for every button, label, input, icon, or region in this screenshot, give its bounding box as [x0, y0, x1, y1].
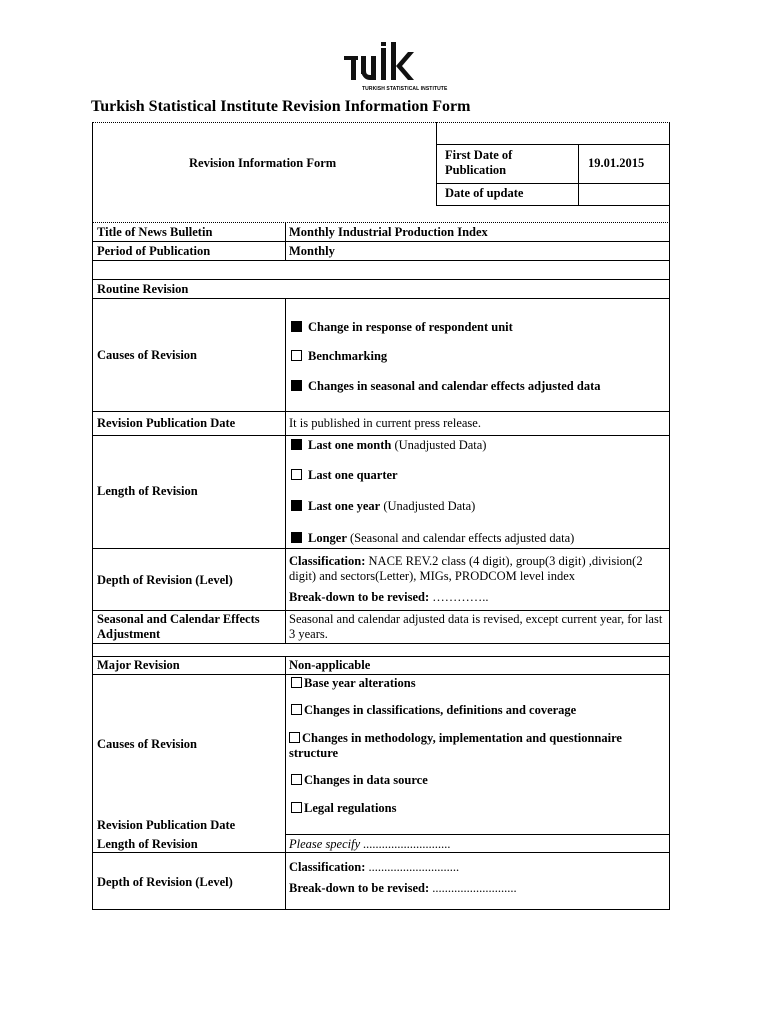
routine-length-row: [291, 499, 475, 514]
routine-classification: [289, 554, 665, 584]
routine-depth-label: Depth of Revision (Level): [97, 573, 233, 587]
date-of-update-label: Date of update: [445, 186, 524, 200]
classification-label: Classification:: [289, 554, 366, 568]
classification-value: .............................: [365, 860, 460, 874]
routine-length-note: (Unadjusted Data): [391, 438, 487, 452]
major-cause-row: [291, 676, 416, 691]
classification-value: NACE REV.2 class (4 digit), group(3 digit) ,division(2 digit) and sectors(Letter), MIGs, PRODCOM level index: [289, 554, 643, 583]
checkbox-unchecked-icon[interactable]: [291, 802, 302, 813]
major-cause-text: Legal regulations: [304, 801, 397, 815]
checkbox-checked-icon[interactable]: [291, 380, 302, 391]
routine-cause-row: [291, 379, 601, 394]
checkbox-unchecked-icon[interactable]: [291, 677, 302, 688]
period-of-publication-value: Monthly: [289, 244, 335, 258]
checkbox-checked-icon[interactable]: [291, 532, 302, 543]
routine-length-row: [291, 468, 398, 483]
routine-length-text: Longer: [308, 531, 347, 545]
routine-revision-heading: Routine Revision: [97, 282, 189, 296]
routine-cause-text: Benchmarking: [308, 349, 388, 363]
seasonal-adjustment-value: Seasonal and calendar adjusted data is revised, except current year, for last 3 years.: [289, 612, 663, 641]
major-classification: [289, 860, 459, 875]
major-cause-row: [291, 703, 576, 718]
routine-publication-date-value: It is published in current press release.: [289, 416, 481, 430]
routine-causes-label: Causes of Revision: [97, 348, 198, 362]
routine-length-note: (Unadjusted Data): [380, 499, 476, 513]
checkbox-unchecked-icon[interactable]: [289, 732, 300, 743]
major-publication-date-label: Revision Publication Date: [97, 818, 236, 832]
tuik-logo-mark: [342, 42, 426, 90]
major-cause-row: [289, 731, 659, 761]
checkbox-checked-icon[interactable]: [291, 321, 302, 332]
routine-length-note: (Seasonal and calendar effects adjusted data): [346, 531, 575, 545]
breakdown-value: …………..: [429, 590, 489, 604]
first-date-label: First Date of Publication: [445, 148, 513, 177]
checkbox-checked-icon[interactable]: [291, 500, 302, 511]
major-revision-heading: Major Revision: [97, 658, 180, 672]
title-of-news-bulletin-value: Monthly Industrial Production Index: [289, 225, 488, 239]
major-cause-row: [291, 773, 428, 788]
routine-length-text: Last one month: [308, 438, 392, 452]
breakdown-value: ...........................: [429, 881, 517, 895]
checkbox-checked-icon[interactable]: [291, 439, 302, 450]
major-cause-text: Changes in classifications, definitions and coverage: [304, 703, 577, 717]
period-of-publication-label: Period of Publication: [97, 244, 211, 258]
title-of-news-bulletin-label: Title of News Bulletin: [97, 225, 213, 239]
major-cause-text: Base year alterations: [304, 676, 416, 690]
checkbox-unchecked-icon[interactable]: [291, 774, 302, 785]
major-length-value: Please specify ............................: [289, 837, 451, 851]
major-revision-value: Non-applicable: [289, 658, 371, 672]
checkbox-unchecked-icon[interactable]: [291, 704, 302, 715]
routine-breakdown: [289, 590, 489, 605]
form-label: Revision Information Form: [189, 156, 337, 170]
classification-label: Classification:: [289, 860, 366, 874]
major-depth-label: Depth of Revision (Level): [97, 875, 233, 889]
logo-subtitle: TURKISH STATISTICAL INSTITUTE: [362, 86, 448, 92]
routine-length-text: Last one quarter: [308, 468, 398, 482]
document-title: Turkish Statistical Institute Revision Information Form: [91, 98, 471, 115]
routine-cause-row: [291, 349, 387, 364]
major-cause-text: Changes in methodology, implementation and questionnaire structure: [289, 731, 622, 760]
routine-length-row: [291, 531, 574, 546]
routine-length-row: [291, 438, 486, 453]
seasonal-adjustment-label: Seasonal and Calendar Effects Adjustment: [97, 612, 260, 641]
first-date-value: 19.01.2015: [588, 156, 645, 170]
breakdown-label: Break-down to be revised:: [289, 590, 430, 604]
checkbox-unchecked-icon[interactable]: [291, 469, 302, 480]
checkbox-unchecked-icon[interactable]: [291, 350, 302, 361]
major-causes-label: Causes of Revision: [97, 737, 198, 751]
major-cause-row: [291, 801, 396, 816]
routine-cause-text: Change in response of respondent unit: [308, 320, 513, 334]
routine-publication-date-label: Revision Publication Date: [97, 416, 236, 430]
major-cause-text: Changes in data source: [304, 773, 428, 787]
routine-length-label: Length of Revision: [97, 484, 198, 498]
major-breakdown: [289, 881, 517, 896]
breakdown-label: Break-down to be revised:: [289, 881, 430, 895]
routine-cause-row: [291, 320, 513, 335]
major-length-label: Length of Revision: [97, 837, 198, 851]
routine-length-text: Last one year: [308, 499, 381, 513]
routine-cause-text: Changes in seasonal and calendar effects adjusted data: [308, 379, 601, 393]
